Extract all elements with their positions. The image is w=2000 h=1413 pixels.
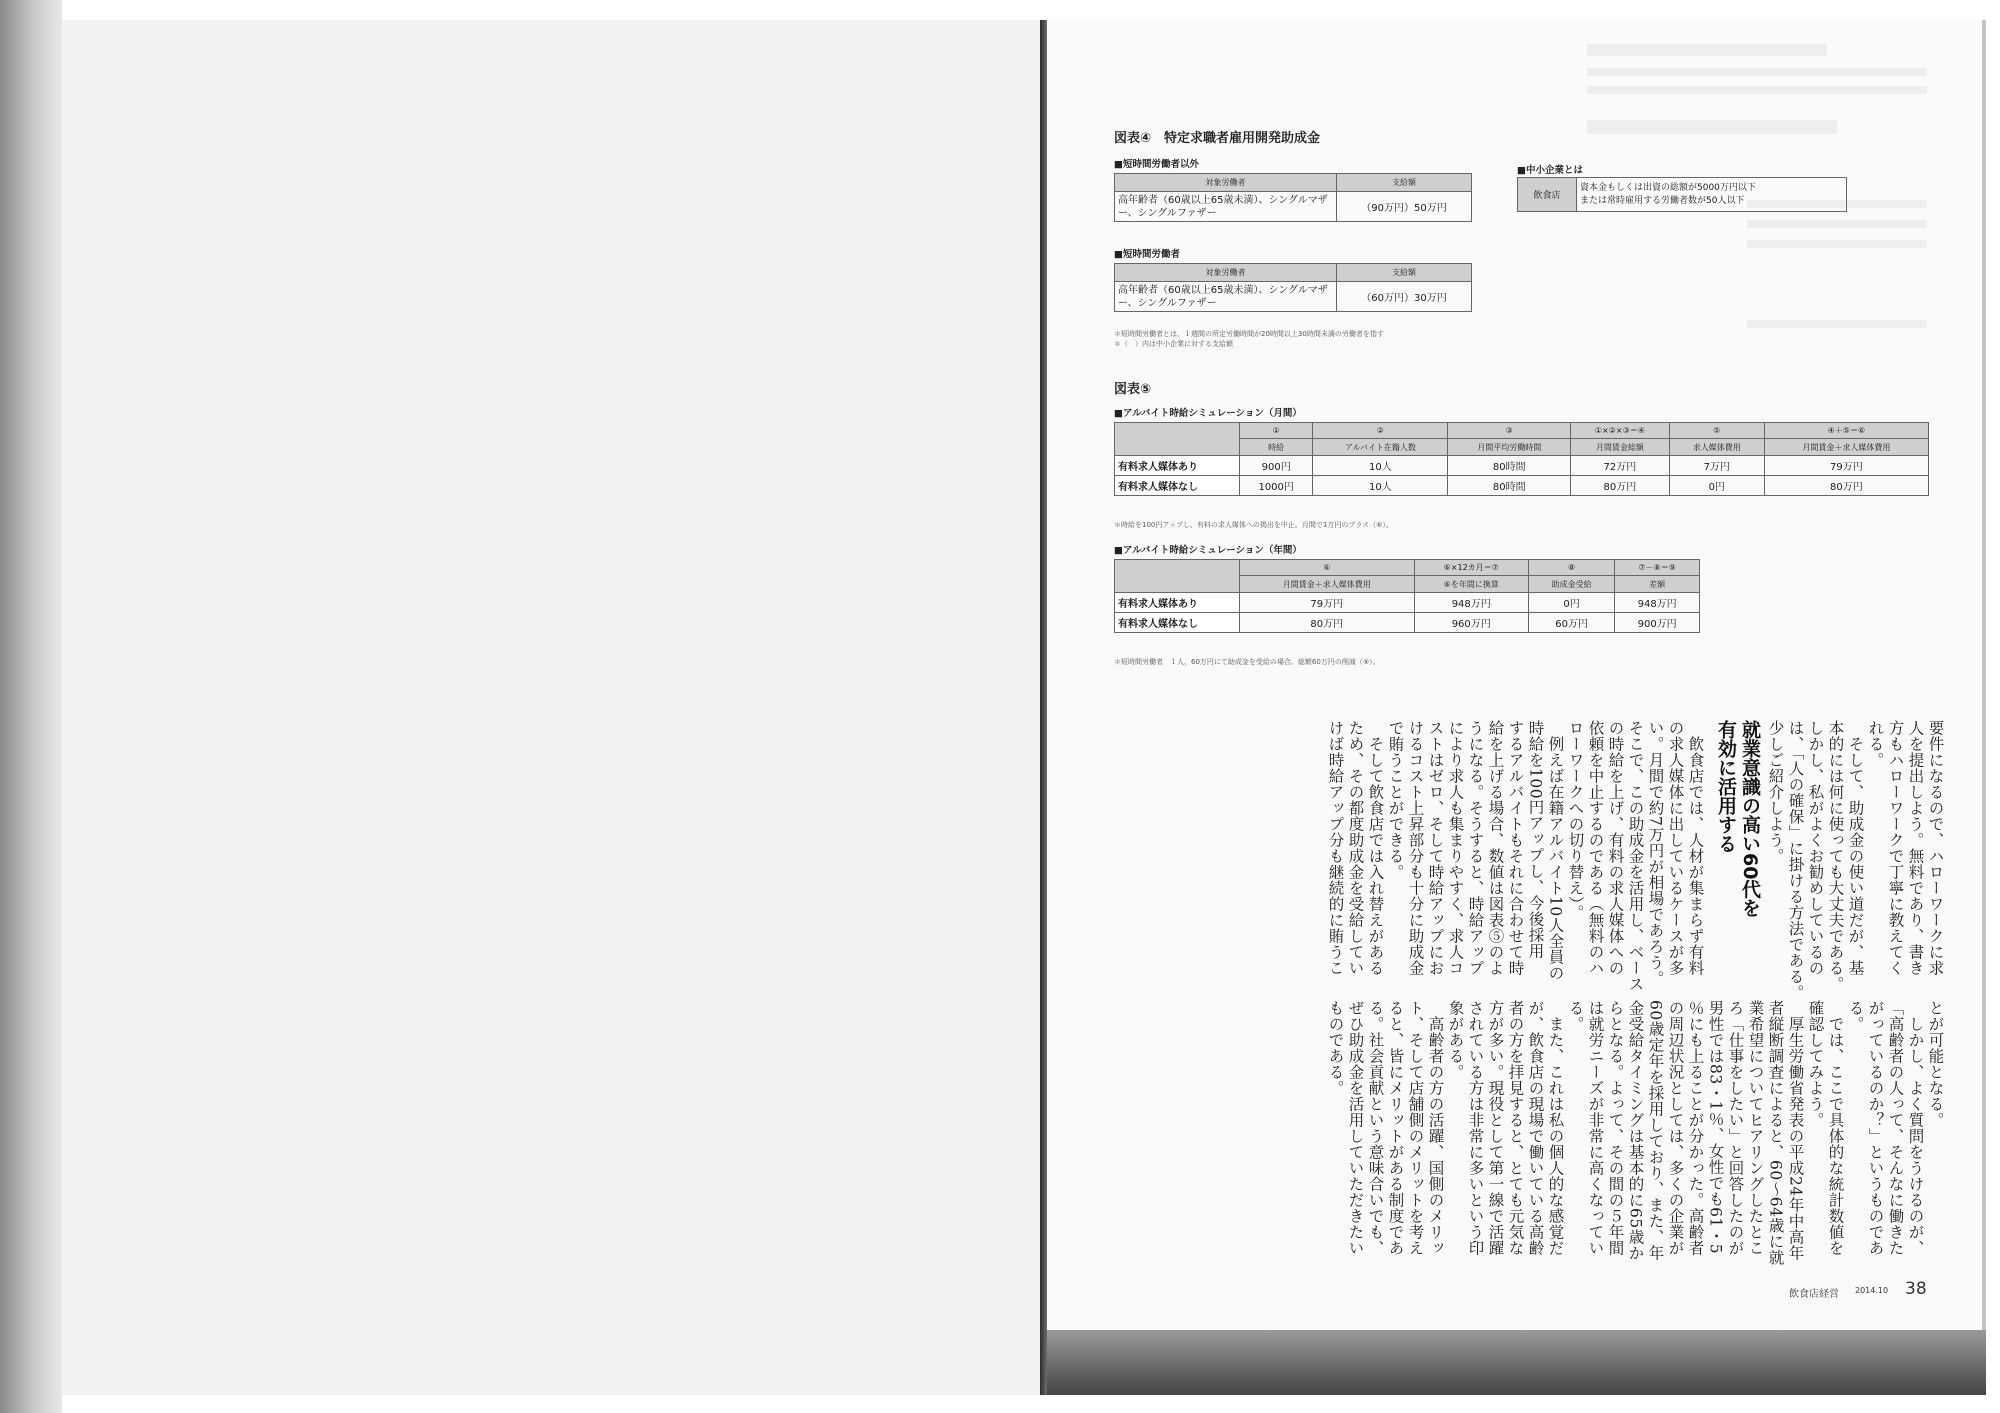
table-cell: 80時間 [1448, 476, 1571, 496]
table-cell: 10人 [1313, 476, 1448, 496]
table-cell: 0円 [1669, 476, 1764, 496]
table-cell: 60万円 [1528, 613, 1614, 633]
body-text-column: 者の方を拝見すると、とても元気な [1506, 1000, 1525, 1256]
monthly-col-header: アルバイト在籍人数 [1313, 439, 1448, 456]
monthly-col-header: 求人媒体費用 [1669, 439, 1764, 456]
body-text-column: そして、助成金の使い道だが、基 [1846, 720, 1865, 976]
sme-definition-table [1517, 177, 1847, 212]
body-text-column: 「高齢者の人って、そんなに働きた [1886, 1000, 1905, 1256]
bleed-through-line [1747, 320, 1927, 328]
table-row [1115, 593, 1700, 613]
target-cell: 高年齢者（60歳以上65歳未満）、シングルマザー、シングルファザー [1115, 282, 1337, 312]
body-text-column: 依頼を中止するのである（無料のハ [1586, 720, 1605, 976]
monthly-col-header: 月間賃金総額 [1571, 439, 1670, 456]
amount-cell: （60万円）30万円 [1337, 282, 1472, 312]
bleed-through-line [1747, 240, 1927, 248]
table-row [1115, 476, 1929, 496]
sme-label: 飲食店 [1518, 178, 1577, 212]
body-text-column: けば時給アップ分も継続的に賄うこ [1326, 720, 1345, 976]
body-text-column: ると、皆にメリットがある制度であ [1386, 1000, 1405, 1256]
body-text-column: 60歳定年を採用しており、また、年 [1646, 1000, 1665, 1261]
magazine-name: 飲食店経営 [1789, 1289, 1839, 1300]
monthly-col-num: ④＋⑤＝⑥ [1764, 423, 1928, 439]
body-text-column: により求人も集まりやすく、求人コ [1446, 720, 1465, 976]
annual-col-header: 月間賃金＋求人媒体費用 [1240, 576, 1415, 593]
section-heading-line2: 有効に活用する [1715, 720, 1737, 853]
col-target-header: 対象労働者 [1115, 174, 1337, 192]
body-text-column: れる。 [1866, 720, 1885, 768]
table-cell: 80時間 [1448, 456, 1571, 476]
body-text-column: 確認してみよう。 [1806, 1000, 1825, 1128]
body-text-column: は就労ニーズが非常に高くなってい [1586, 1000, 1605, 1256]
table-row [1115, 456, 1929, 476]
body-text-column: 飲食店では、人材が集まらず有料 [1686, 720, 1705, 976]
table-cell: 79万円 [1764, 456, 1928, 476]
body-text-column: 少しご紹介しよう。 [1766, 720, 1785, 864]
body-text-column: 高齢者の方の活躍、国側のメリッ [1426, 1000, 1445, 1256]
body-text-column: で賄うことができる。 [1386, 720, 1405, 880]
body-text-column: そこで、この助成金を活用し、ベース [1626, 720, 1645, 992]
scan-shadow-bottom [1047, 1330, 1986, 1395]
sme-text-line2: または常時雇用する労働者数が50人以下 [1580, 195, 1745, 206]
monthly-col-num: ① [1240, 423, 1313, 439]
table-cell: 10人 [1313, 456, 1448, 476]
body-text-column: の時給を上げ、有料の求人媒体への [1606, 720, 1625, 976]
body-text-column: ローワークへの切り替え）。 [1566, 720, 1585, 921]
monthly-col-header: 時給 [1240, 439, 1313, 456]
annual-col-num: ⑥ [1240, 560, 1415, 576]
monthly-col-num: ⑤ [1669, 423, 1764, 439]
table-cell: 80万円 [1571, 476, 1670, 496]
bleed-through-line [1587, 68, 1927, 76]
body-text-column: る。 [1846, 1000, 1865, 1032]
figure4-note-1: ＊短時間労働者とは、１週間の所定労働時間が20時間以上30時間未満の労働者を指す [1114, 330, 1384, 338]
body-text-column: ものである。 [1326, 1000, 1345, 1096]
sme-definition-title: ■中小企業とは [1517, 165, 1583, 176]
body-text-column: 例えば在籍アルバイト10人全員の [1546, 720, 1565, 981]
body-text-column: らとなる。よって、その間の５年間 [1606, 1000, 1625, 1256]
body-text-column: ト、そして店舗側のメリットを考え [1406, 1000, 1425, 1256]
body-text-column: そして飲食店では入れ替えがある [1366, 720, 1385, 976]
figure4-table-fulltime [1114, 173, 1472, 222]
body-text-column: 方もハローワークで丁寧に教えてく [1886, 720, 1905, 976]
annual-col-header: 差額 [1615, 576, 1700, 593]
body-text-column: 象がある。 [1446, 1000, 1465, 1080]
body-text-column: 者縦断調査によると、60～64歳に就 [1766, 1000, 1785, 1266]
annual-simulation-title: ■アルバイト時給シミュレーション（年間） [1114, 545, 1302, 556]
body-text-column: 厚生労働省発表の平成24年中高年 [1786, 1000, 1805, 1261]
target-cell: 高年齢者（60歳以上65歳未満）、シングルマザー、シングルファザー [1115, 192, 1337, 222]
body-text-column: では、ここで具体的な統計数値を [1826, 1000, 1845, 1256]
body-text-column: 業希望についてヒアリングしたとこ [1746, 1000, 1765, 1256]
body-text-column: る。社会貢献という意味合いでも、 [1366, 1000, 1385, 1256]
figure4-section-fulltime: ■短時間労働者以外 [1114, 159, 1199, 170]
body-text-column: の求人媒体に出しているケースが多 [1666, 720, 1685, 976]
body-text-column: 給を上げる場合、数値は図表⑤のよ [1486, 720, 1505, 976]
figure4-table-parttime [1114, 263, 1472, 312]
sme-text-line1: 資本金もしくは出資の総額が5000万円以下 [1580, 182, 1756, 193]
table-cell: 0円 [1528, 593, 1614, 613]
body-text-column: けるコスト上昇部分も十分に助成金 [1406, 720, 1425, 976]
scan-shadow-left [0, 0, 62, 1413]
figure4-section-parttime: ■短時間労働者 [1114, 249, 1180, 260]
monthly-col-num: ③ [1448, 423, 1571, 439]
table-cell: 79万円 [1240, 593, 1415, 613]
body-text-column: ％にも上ることが分かった。高齢者 [1686, 1000, 1705, 1256]
figure5-title: 図表⑤ [1114, 382, 1152, 397]
row-label: 有料求人媒体あり [1115, 456, 1240, 476]
body-text-column: 要件になるので、ハローワークに求 [1926, 720, 1945, 976]
body-text-column: しかし、よく質問をうけるのが、 [1906, 1000, 1925, 1256]
row-label: 有料求人媒体あり [1115, 593, 1240, 613]
bleed-through-line [1587, 44, 1827, 56]
figure4-title: 図表④ 特定求職者雇用開発助成金 [1114, 131, 1321, 146]
table-row [1115, 613, 1700, 633]
bleed-through-line [1747, 220, 1927, 228]
table-cell: 80万円 [1240, 613, 1415, 633]
row-label: 有料求人媒体なし [1115, 613, 1240, 633]
body-text-column: 人を提出しよう。無料であり、書き [1906, 720, 1925, 976]
body-text-column: しかし、私がよくお勧めしているの [1806, 720, 1825, 976]
row-label: 有料求人媒体なし [1115, 476, 1240, 496]
bleed-through-line [1587, 120, 1837, 134]
monthly-col-num: ①×②×③＝④ [1571, 423, 1670, 439]
body-text-column: い。月間で約7万円が相場であろう。 [1646, 720, 1665, 987]
body-text-column: また、これは私の個人的な感覚だ [1546, 1000, 1565, 1256]
col-target-header: 対象労働者 [1115, 264, 1337, 282]
annual-col-num: ⑦－⑧＝⑨ [1615, 560, 1700, 576]
monthly-note: ＊時給を100円アップし、有料の求人媒体への掲出を中止。月間で1万円のプラス（⑥）。 [1114, 521, 1393, 529]
monthly-col-header: 月間平均労働時間 [1448, 439, 1571, 456]
right-page [1047, 20, 1986, 1330]
body-text-column: 方が多い。現役として第一線で活躍 [1486, 1000, 1505, 1256]
annual-col-num: ⑥×12カ月＝⑦ [1414, 560, 1528, 576]
table-cell: 948万円 [1414, 593, 1528, 613]
monthly-col-num: ② [1313, 423, 1448, 439]
body-text-column: ぜひ助成金を活用していただきたい [1346, 1000, 1365, 1256]
table-cell: 7万円 [1669, 456, 1764, 476]
row-header-blank [1115, 423, 1240, 456]
issue-date: 2014.10 [1855, 1286, 1889, 1295]
sme-text [1577, 178, 1847, 212]
monthly-simulation-table [1114, 422, 1929, 496]
body-text-column: は、「人の確保」に掛ける方法である。 [1786, 720, 1805, 1001]
table-cell: 900円 [1240, 456, 1313, 476]
table-cell: 80万円 [1764, 476, 1928, 496]
book-gutter [1040, 20, 1047, 1395]
row-header-blank [1115, 560, 1240, 593]
annual-col-header: ⑥を年間に換算 [1414, 576, 1528, 593]
section-heading-line1: 就業意識の高い60代を [1739, 720, 1761, 918]
body-text-column: されている方は非常に多いという印 [1466, 1000, 1485, 1256]
monthly-col-header: 月間賃金＋求人媒体費用 [1764, 439, 1928, 456]
body-text-column: するアルバイトもそれに合わせて時 [1506, 720, 1525, 976]
annual-simulation-table [1114, 559, 1700, 633]
body-text-column: ため、その都度助成金を受給してい [1346, 720, 1365, 976]
body-text-column: がっているのか？」というものであ [1866, 1000, 1885, 1256]
annual-col-header: 助成金受給 [1528, 576, 1614, 593]
amount-cell: （90万円）50万円 [1337, 192, 1472, 222]
body-text-column: ストはゼロ、そして時給アップにお [1426, 720, 1445, 976]
col-amount-header: 支給額 [1337, 174, 1472, 192]
annual-col-num: ⑧ [1528, 560, 1614, 576]
body-text-column: 男性では83・1％、女性でも61・5 [1706, 1000, 1725, 1255]
body-text-column: の周辺状況としては、多くの企業が [1666, 1000, 1685, 1256]
table-cell: 72万円 [1571, 456, 1670, 476]
body-text-column: 本的には何に使っても大丈夫である。 [1826, 720, 1845, 992]
table-cell: 1000円 [1240, 476, 1313, 496]
figure4-note-2: ＊（ ）内は中小企業に対する支給額 [1114, 340, 1233, 348]
page-number: 38 [1905, 1279, 1927, 1299]
col-amount-header: 支給額 [1337, 264, 1472, 282]
bleed-through-line [1587, 86, 1927, 94]
body-text-column: とが可能となる。 [1926, 1000, 1945, 1128]
table-cell: 948万円 [1615, 593, 1700, 613]
body-text-column: ろ「仕事をしたい」と回答したのが [1726, 1000, 1745, 1256]
body-text-column: 金受給タイミングは基本的に65歳か [1626, 1000, 1645, 1261]
monthly-simulation-title: ■アルバイト時給シミュレーション（月間） [1114, 408, 1302, 419]
body-text-column: る。 [1566, 1000, 1585, 1032]
blank-left-page [62, 20, 1041, 1395]
table-cell: 960万円 [1414, 613, 1528, 633]
body-text-column: うになる。そうすると、時給アップ [1466, 720, 1485, 976]
annual-note: ＊短時間労働者 １人、60万円にて助成金を受給の場合。総額60万円の削減（⑨）。 [1114, 658, 1380, 666]
body-text-column: が、飲食店の現場で働いている高齢 [1526, 1000, 1545, 1256]
body-text-column: 時給を100円アップし、今後採用 [1526, 720, 1545, 960]
table-cell: 900万円 [1615, 613, 1700, 633]
